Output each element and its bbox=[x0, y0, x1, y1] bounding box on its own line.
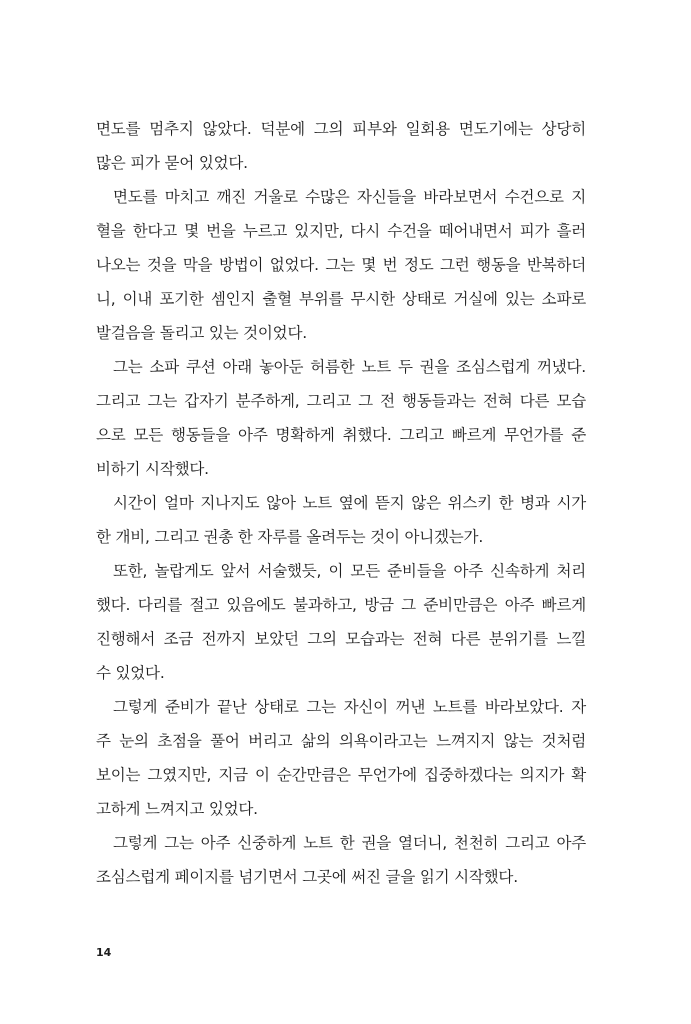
text-line: 비하기 시작했다. bbox=[96, 460, 209, 478]
text-line: 으로 모든 행동들을 아주 명확하게 취했다. 그리고 빠르게 무언가를 준 bbox=[96, 426, 586, 444]
text-line: 나오는 것을 막을 방법이 없었다. 그는 몇 번 정도 그런 행동을 반복하더 bbox=[96, 256, 586, 274]
text-line: 수 있었다. bbox=[96, 664, 165, 682]
text-line: 발걸음을 돌리고 있는 것이었다. bbox=[96, 324, 307, 342]
text-line: 많은 피가 묻어 있었다. bbox=[96, 154, 248, 172]
text-line: 그는 소파 쿠션 아래 놓아둔 허름한 노트 두 권을 조심스럽게 꺼냈다. bbox=[113, 358, 586, 376]
text-line: 그렇게 준비가 끝난 상태로 그는 자신이 꺼낸 노트를 바라보았다. 자 bbox=[113, 698, 586, 716]
text-line: 니, 이내 포기한 셈인지 출혈 부위를 무시한 상태로 거실에 있는 소파로 bbox=[96, 290, 586, 308]
page-number: 14 bbox=[96, 946, 112, 959]
body-text bbox=[96, 112, 586, 894]
text-line: 또한, 놀랍게도 앞서 서술했듯, 이 모든 준비들을 아주 신속하게 처리 bbox=[113, 562, 586, 580]
text-line: 조심스럽게 페이지를 넘기면서 그곳에 써진 글을 읽기 시작했다. bbox=[96, 868, 518, 886]
text-line: 시간이 얼마 지나지도 않아 노트 옆에 뜯지 않은 위스키 한 병과 시가 bbox=[113, 494, 586, 512]
text-line: 고하게 느껴지고 있었다. bbox=[96, 800, 258, 818]
text-line: 그렇게 그는 아주 신중하게 노트 한 권을 열더니, 천천히 그리고 아주 bbox=[113, 834, 586, 852]
text-line: 진행해서 조금 전까지 보았던 그의 모습과는 전혀 다른 분위기를 느낄 bbox=[96, 630, 586, 648]
text-line: 혈을 한다고 몇 번을 누르고 있지만, 다시 수건을 떼어내면서 피가 흘러 bbox=[96, 222, 586, 240]
text-line: 한 개비, 그리고 권총 한 자루를 올려두는 것이 아니겠는가. bbox=[96, 528, 484, 546]
text-line: 주 눈의 초점을 풀어 버리고 삶의 의욕이라고는 느껴지지 않는 것처럼 bbox=[96, 732, 586, 750]
text-line: 보이는 그였지만, 지금 이 순간만큼은 무언가에 집중하겠다는 의지가 확 bbox=[96, 766, 586, 784]
text-line: 했다. 다리를 절고 있음에도 불과하고, 방금 그 준비만큼은 아주 빠르게 bbox=[96, 596, 586, 614]
text-line: 면도를 마치고 깨진 거울로 수많은 자신들을 바라보면서 수건으로 지 bbox=[113, 188, 586, 206]
text-line: 면도를 멈추지 않았다. 덕분에 그의 피부와 일회용 면도기에는 상당히 bbox=[96, 120, 586, 138]
text-line: 그리고 그는 갑자기 분주하게, 그리고 그 전 행동들과는 전혀 다른 모습 bbox=[96, 392, 586, 410]
